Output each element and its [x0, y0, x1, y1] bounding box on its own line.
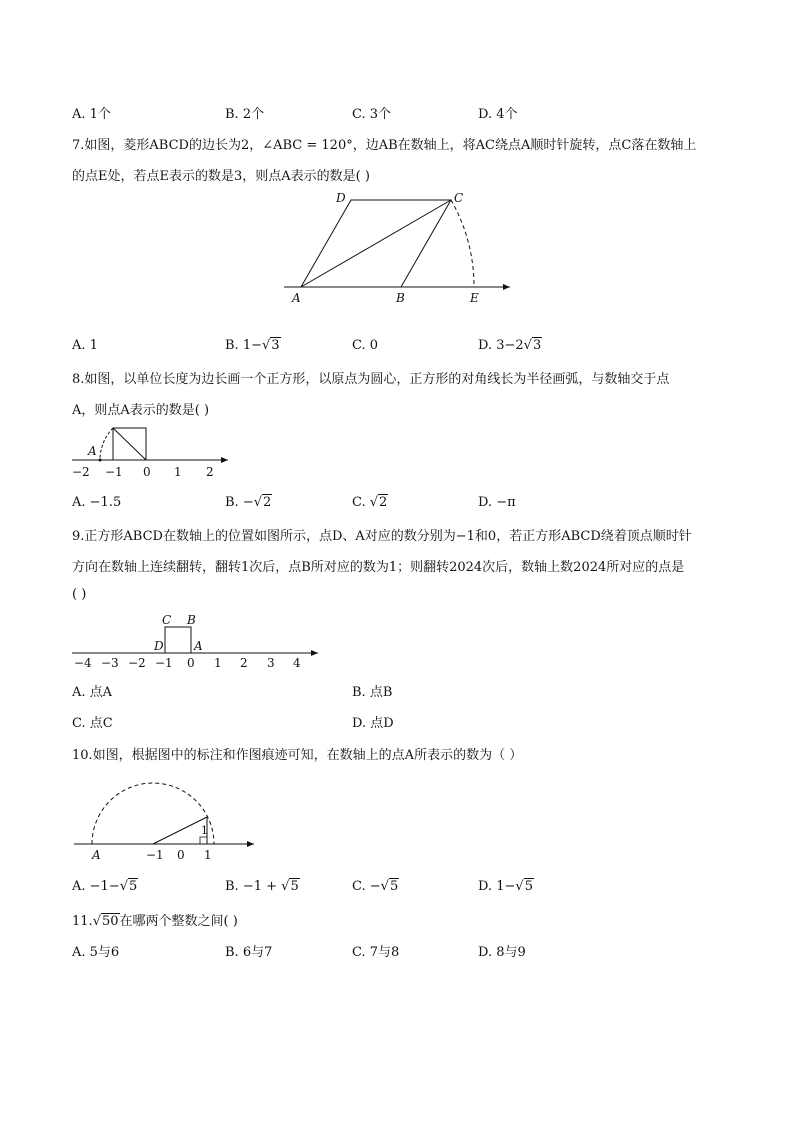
- q7-option-d: D. 3−2√3: [478, 338, 542, 353]
- q7-label-c: C: [454, 191, 464, 205]
- q9-label-a: A: [194, 639, 203, 653]
- q10-stem-line1: 10.如图，根据图中的标注和作图痕迹可知，在数轴上的点A所表示的数为（ ）: [72, 748, 523, 763]
- q9-tick-m2: −2: [128, 656, 146, 670]
- q9-label-d: D: [154, 639, 164, 653]
- q8-tick-1: 1: [174, 465, 182, 479]
- q9-tick-m4: −4: [74, 656, 92, 670]
- q9-tick-4: 4: [293, 656, 301, 670]
- q6-option-a: A. 1个: [72, 107, 111, 122]
- q7-label-d: D: [336, 191, 346, 205]
- q9-square-figure: [68, 611, 324, 671]
- q9-label-b: B: [187, 613, 196, 627]
- q8-option-d: D. −π: [478, 495, 516, 510]
- q6-option-c: C. 3个: [352, 107, 392, 122]
- q9-tick-m1: −1: [155, 656, 173, 670]
- q8-tick-m1: −1: [105, 465, 123, 479]
- q10-arc: [92, 783, 214, 844]
- q8-tick-2: 2: [206, 465, 214, 479]
- q8-point-a: [99, 459, 102, 462]
- q10-label-a: A: [92, 848, 101, 862]
- q9-square: [165, 627, 191, 653]
- q11-option-b: B. 6与7: [225, 945, 273, 960]
- q9-label-c: C: [162, 613, 172, 627]
- q6-option-d: D. 4个: [478, 107, 518, 122]
- q7-arc: [451, 200, 474, 287]
- q10-tick-0: 0: [177, 848, 185, 862]
- q6-option-b: B. 2个: [225, 107, 265, 122]
- q9-stem-line2: 方向在数轴上连续翻转，翻转1次后，点B所对应的数为1；则翻转2024次后，数轴上数2024所对应的点是: [72, 560, 685, 575]
- q9-option-d: D. 点D: [352, 716, 394, 731]
- q7-option-c: C. 0: [352, 338, 379, 353]
- q11-option-a: A. 5与6: [72, 945, 120, 960]
- q8-square-figure: [68, 424, 238, 482]
- q11-option-c: C. 7与8: [352, 945, 400, 960]
- q7-diagonal-ac: [301, 200, 451, 287]
- q8-tick-0: 0: [143, 465, 151, 479]
- q7-label-b: B: [396, 291, 405, 305]
- q10-option-b: B. −1 + √5: [225, 879, 299, 894]
- q11-stem: 11.√50在哪两个整数之间( ): [72, 914, 238, 929]
- q8-label-a: A: [88, 444, 97, 458]
- q9-option-b: B. 点B: [352, 685, 393, 700]
- q7-label-a: A: [292, 291, 301, 305]
- q8-arc: [100, 428, 113, 460]
- q8-option-c: C. √2: [352, 495, 388, 510]
- q9-tick-m3: −3: [101, 656, 119, 670]
- q11-option-d: D. 8与9: [478, 945, 526, 960]
- q9-stem-line3: ( ): [72, 587, 87, 602]
- q10-option-d: D. 1−√5: [478, 879, 533, 894]
- q8-stem-line2: A，则点A表示的数是( ): [72, 403, 210, 418]
- q8-diagonal: [113, 428, 146, 460]
- q9-tick-1: 1: [214, 656, 222, 670]
- q7-option-a: A. 1: [72, 338, 98, 353]
- q7-label-e: E: [470, 291, 479, 305]
- q10-right-angle-mark: [200, 837, 207, 844]
- q7-stem-line1: 7.如图，菱形ABCD的边长为2，∠ABC = 120°，边AB在数轴上，将AC绕点A顺时针旋转，点C落在数轴上: [72, 138, 697, 153]
- q10-option-c: C. −√5: [352, 879, 399, 894]
- q7-rhombus-figure: [280, 188, 520, 308]
- q9-tick-2: 2: [240, 656, 248, 670]
- q8-tick-m2: −2: [72, 465, 90, 479]
- q9-stem-line1: 9.正方形ABCD在数轴上的位置如图所示，点D、A对应的数分别为−1和0，若正方形ABCD绕着顶点顺时针: [72, 529, 692, 544]
- q9-option-a: A. 点A: [72, 685, 113, 700]
- q8-option-b: B. −√2: [225, 495, 272, 510]
- q9-tick-0: 0: [187, 656, 195, 670]
- q8-stem-line1: 8.如图，以单位长度为边长画一个正方形，以原点为圆心，正方形的对角线长为半径画弧，与数轴交于点: [72, 372, 670, 387]
- q8-option-a: A. −1.5: [72, 495, 122, 510]
- q7-stem-line2: 的点E处，若点E表示的数是3，则点A表示的数是( ): [72, 169, 370, 184]
- q9-tick-3: 3: [267, 656, 275, 670]
- q10-tick-1: 1: [204, 848, 212, 862]
- q10-hypotenuse: [153, 817, 207, 844]
- q10-construction-figure: [70, 772, 260, 864]
- q10-option-a: A. −1−√5: [72, 879, 138, 894]
- q10-tick-m1: −1: [146, 848, 164, 862]
- q10-side-label: 1: [201, 824, 208, 837]
- q9-option-c: C. 点C: [72, 716, 113, 731]
- q7-option-b: B. 1−√3: [225, 338, 280, 353]
